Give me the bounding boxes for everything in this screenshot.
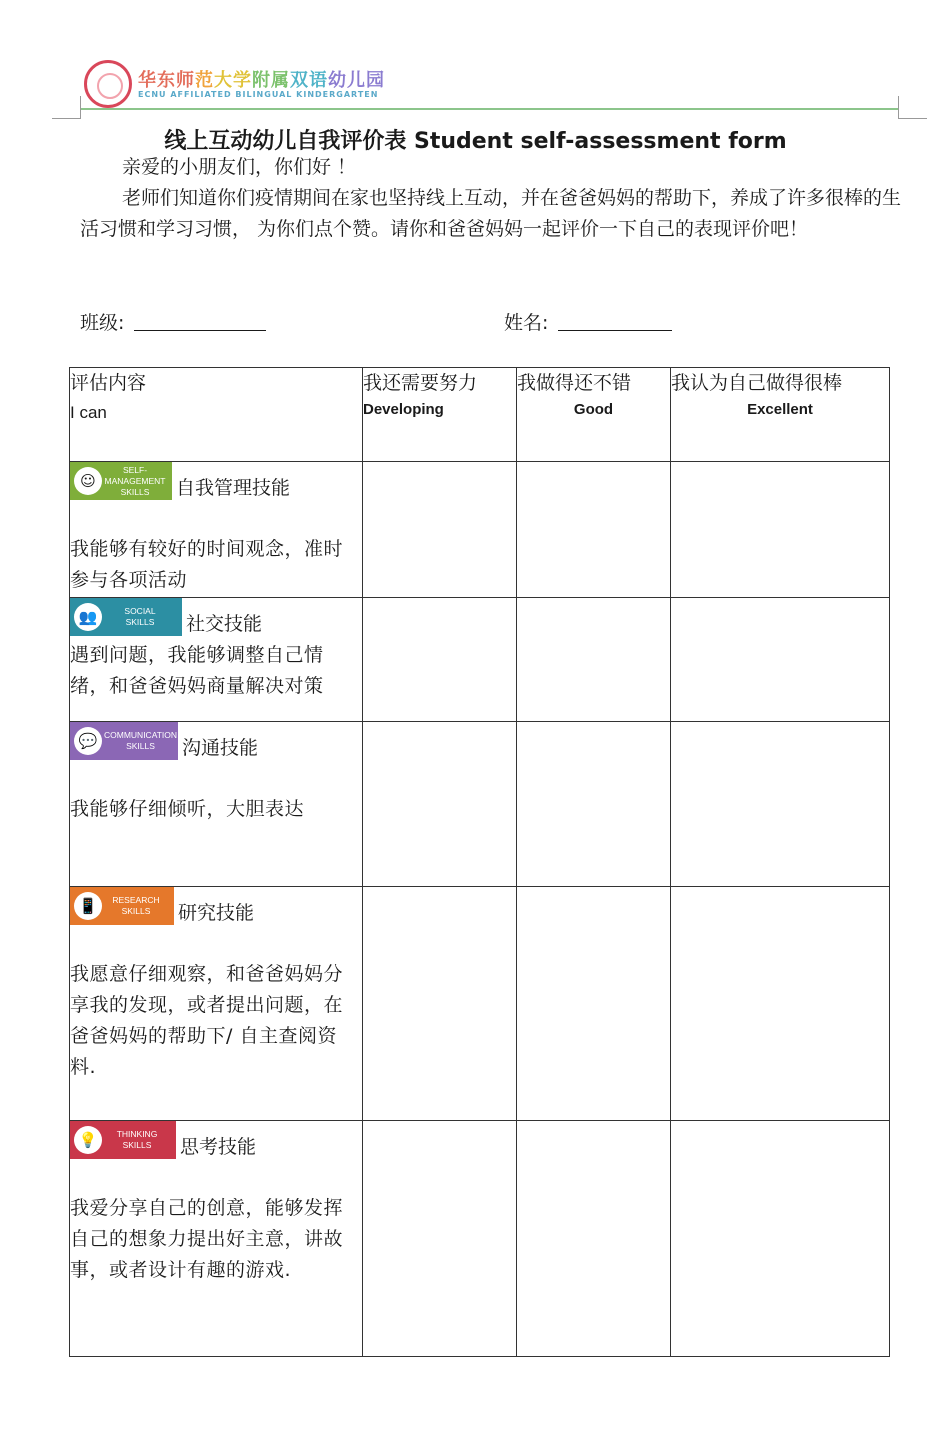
table-row [70, 1121, 890, 1357]
good-checkbox-cell[interactable] [517, 722, 671, 887]
assessment-table [69, 367, 890, 1357]
developing-checkbox-cell[interactable] [363, 887, 517, 1121]
name-label: 姓名: [504, 312, 549, 334]
crop-mark-left [52, 96, 81, 119]
school-logo [84, 60, 132, 108]
table-row [70, 722, 890, 887]
excellent-checkbox-cell[interactable] [671, 722, 890, 887]
communication-badge: 💬 COMMUNICATION SKILLS [70, 722, 178, 760]
good-checkbox-cell[interactable] [517, 462, 671, 598]
class-label: 班级: [80, 312, 125, 334]
research-badge: 📱 RESEARCH SKILLS [70, 887, 174, 925]
table-header-row [70, 368, 890, 462]
crop-mark-right [898, 96, 927, 119]
school-name-en: ECNU AFFILIATED BILINGUAL KINDERGARTEN [138, 90, 379, 99]
good-checkbox-cell[interactable] [517, 887, 671, 1121]
thinking-badge: 💡 THINKING SKILLS [70, 1121, 176, 1159]
developing-checkbox-cell[interactable] [363, 722, 517, 887]
good-checkbox-cell[interactable] [517, 1121, 671, 1357]
phone-search-icon: 📱 [74, 892, 102, 920]
head-icon: ☺ [74, 467, 102, 495]
skill-cell: 📱 RESEARCH SKILLS 研究技能 我愿意仔细观察，和爸爸妈妈分享我的发现，或者提出问题，在爸爸妈妈的帮助下/ 自主查阅资料. [70, 887, 363, 1121]
developing-checkbox-cell[interactable] [363, 598, 517, 722]
header-content: 评估内容 I can [70, 368, 363, 462]
developing-checkbox-cell[interactable] [363, 462, 517, 598]
excellent-checkbox-cell[interactable] [671, 462, 890, 598]
class-field [80, 308, 266, 335]
header-rule [80, 108, 899, 110]
header-developing: 我还需要努力 Developing [363, 368, 517, 462]
people-icon: 👥 [74, 603, 102, 631]
excellent-checkbox-cell[interactable] [671, 887, 890, 1121]
name-field [504, 308, 672, 335]
header-excellent: 我认为自己做得很棒 Excellent [671, 368, 890, 462]
excellent-checkbox-cell[interactable] [671, 1121, 890, 1357]
skill-cell: ☺ SELF-MANAGEMENT SKILLS 自我管理技能 我能够有较好的时间观念，准时参与各项活动 [70, 462, 363, 598]
lightbulb-icon: 💡 [74, 1126, 102, 1154]
form-title: 线上互动幼儿自我评价表 Student self-assessment form [164, 129, 787, 154]
name-blank[interactable] [558, 330, 672, 331]
intro-paragraph: 老师们知道你们疫情期间在家也坚持线上互动，并在爸爸妈妈的帮助下，养成了许多很棒的生活习惯和学习习惯， 为你们点个赞。请你和爸爸妈妈一起评价一下自己的表现评价吧！ [80, 187, 902, 240]
good-checkbox-cell[interactable] [517, 598, 671, 722]
excellent-checkbox-cell[interactable] [671, 598, 890, 722]
speech-bubbles-icon: 💬 [74, 727, 102, 755]
table-row [70, 887, 890, 1121]
header-good: 我做得还不错 Good [517, 368, 671, 462]
self-management-badge: ☺ SELF-MANAGEMENT SKILLS [70, 462, 172, 500]
social-badge: 👥 SOCIAL SKILLS [70, 598, 182, 636]
greeting: 亲爱的小朋友们，你们好 ！ [122, 156, 357, 178]
developing-checkbox-cell[interactable] [363, 1121, 517, 1357]
table-row [70, 598, 890, 722]
skill-cell: 💡 THINKING SKILLS 思考技能 我爱分享自己的创意，能够发挥自己的想象力提出好主意，讲故事，或者设计有趣的游戏. [70, 1121, 363, 1357]
table-row [70, 462, 890, 598]
skill-cell: 💬 COMMUNICATION SKILLS 沟通技能 我能够仔细倾听，大胆表达 [70, 722, 363, 887]
skill-cell: 👥 SOCIAL SKILLS 社交技能 遇到问题，我能够调整自己情绪，和爸爸妈妈商量解决对策 [70, 598, 363, 722]
class-blank[interactable] [134, 330, 266, 331]
school-name: 华东师范大学附属双语幼儿园 [138, 70, 385, 91]
